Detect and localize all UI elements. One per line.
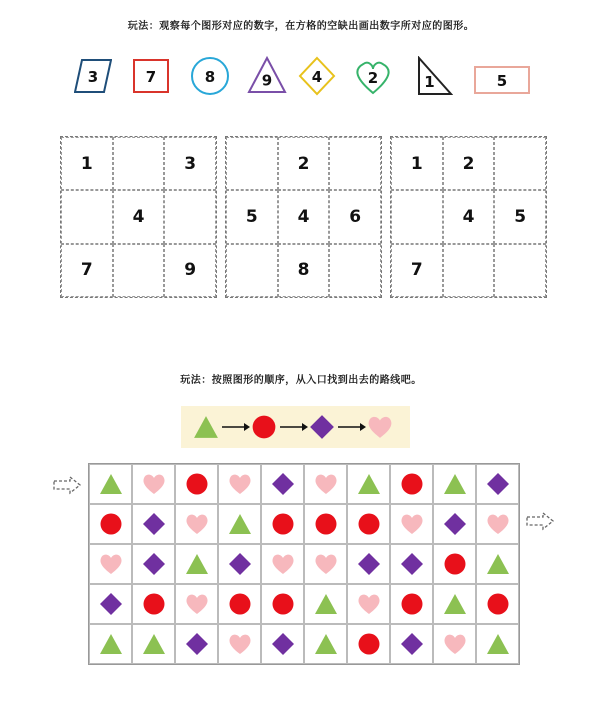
heart-icon: [142, 472, 166, 496]
diamond-icon: [298, 56, 336, 96]
instruction-part1: 玩法：观察每个图形对应的数字，在方格的空缺出画出数字所对应的图形。: [127, 21, 475, 32]
diamond-icon: [486, 472, 510, 496]
maze-cell[interactable]: [347, 584, 390, 624]
triangle-icon: [247, 56, 287, 94]
maze-cell[interactable]: [218, 464, 261, 504]
triangle-icon: [314, 592, 338, 616]
circle-icon: [228, 592, 252, 616]
maze-cell[interactable]: [218, 584, 261, 624]
triangle-icon: [142, 632, 166, 656]
legend-number: 7: [145, 68, 157, 86]
grid-cell-number: 6: [329, 190, 381, 243]
diamond-icon: [400, 632, 424, 656]
grid-cell-number: 2: [443, 137, 495, 190]
rectangle-icon: [474, 66, 530, 94]
maze-cell[interactable]: [175, 504, 218, 544]
triangle-icon: [193, 414, 219, 440]
heart-icon: [357, 592, 381, 616]
triangle-icon: [228, 512, 252, 536]
circle-icon: [142, 592, 166, 616]
diamond-icon: [142, 552, 166, 576]
circle-icon: [357, 632, 381, 656]
maze-cell[interactable]: [476, 464, 519, 504]
maze-cell[interactable]: [433, 584, 476, 624]
maze-cell[interactable]: [89, 624, 132, 664]
diamond-icon: [271, 632, 295, 656]
maze-cell[interactable]: [476, 584, 519, 624]
maze-cell[interactable]: [433, 464, 476, 504]
legend-number: 9: [261, 71, 273, 90]
triangle-icon: [443, 472, 467, 496]
circle-icon: [314, 512, 338, 536]
grid-cell-number: 4: [278, 190, 330, 243]
maze-cell[interactable]: [261, 544, 304, 584]
maze-cell[interactable]: [433, 624, 476, 664]
diamond-icon: [228, 552, 252, 576]
diamond-icon: [443, 512, 467, 536]
grid-cell-blank[interactable]: [61, 190, 113, 243]
maze-cell[interactable]: [175, 624, 218, 664]
maze-grid: [88, 463, 520, 665]
maze-cell[interactable]: [89, 464, 132, 504]
maze-cell[interactable]: [175, 544, 218, 584]
circle-icon: [189, 56, 231, 96]
grid-cell-number: 5: [226, 190, 278, 243]
maze-cell[interactable]: [304, 624, 347, 664]
grid-cell-number: 7: [61, 244, 113, 297]
entrance-arrow-icon: [52, 475, 82, 495]
maze-cell[interactable]: [89, 504, 132, 544]
maze-cell[interactable]: [261, 464, 304, 504]
diamond-icon: [271, 472, 295, 496]
grid-cell-number: 4: [443, 190, 495, 243]
grid-cell-number: 4: [113, 190, 165, 243]
circle-icon: [271, 512, 295, 536]
instruction-part2: 玩法：按照图形的顺序，从入口找到出去的路线吧。: [180, 375, 422, 386]
grid-cell-blank[interactable]: [443, 244, 495, 297]
circle-icon: [251, 414, 277, 440]
circle-icon: [400, 592, 424, 616]
maze-cell[interactable]: [304, 584, 347, 624]
grid-cell-number: 2: [278, 137, 330, 190]
heart-icon: [314, 472, 338, 496]
sequence-bar: [181, 406, 410, 448]
maze-cell[interactable]: [433, 504, 476, 544]
grid-cell-blank[interactable]: [226, 244, 278, 297]
exit-arrow-icon: [525, 511, 555, 531]
maze-cell[interactable]: [218, 624, 261, 664]
maze-cell[interactable]: [347, 624, 390, 664]
heart-icon: [228, 472, 252, 496]
grid-cell-blank[interactable]: [164, 190, 216, 243]
heart-icon: [271, 552, 295, 576]
maze-cell[interactable]: [347, 544, 390, 584]
diamond-icon: [357, 552, 381, 576]
maze-cell[interactable]: [261, 584, 304, 624]
maze-cell[interactable]: [261, 624, 304, 664]
maze-cell[interactable]: [261, 504, 304, 544]
grid-cell-number: 7: [391, 244, 443, 297]
circle-icon: [486, 592, 510, 616]
maze-cell[interactable]: [304, 544, 347, 584]
maze-cell[interactable]: [347, 464, 390, 504]
circle-icon: [185, 472, 209, 496]
arrow-right-icon: [338, 421, 366, 433]
grid-cell-blank[interactable]: [226, 137, 278, 190]
number-grid-2: [225, 136, 382, 298]
legend-number: 2: [367, 69, 379, 87]
grid-cell-number: 8: [278, 244, 330, 297]
grid-cell-blank[interactable]: [113, 244, 165, 297]
legend-number: 5: [496, 72, 508, 90]
heart-icon: [314, 552, 338, 576]
triangle-icon: [314, 632, 338, 656]
circle-icon: [99, 512, 123, 536]
maze-cell[interactable]: [304, 504, 347, 544]
number-grid-3: [390, 136, 547, 298]
legend-number: 8: [204, 68, 216, 86]
grid-cell-blank[interactable]: [391, 190, 443, 243]
maze-cell[interactable]: [476, 504, 519, 544]
maze-cell[interactable]: [132, 464, 175, 504]
grid-cell-number: 9: [164, 244, 216, 297]
arrow-right-icon: [222, 421, 250, 433]
maze-cell[interactable]: [390, 624, 433, 664]
heart-icon: [486, 512, 510, 536]
grid-cell-blank[interactable]: [329, 137, 381, 190]
maze-cell[interactable]: [175, 584, 218, 624]
triangle-icon: [99, 472, 123, 496]
circle-icon: [271, 592, 295, 616]
square-icon: [132, 58, 170, 94]
maze-cell[interactable]: [390, 464, 433, 504]
grid-cell-blank[interactable]: [494, 244, 546, 297]
circle-icon: [443, 552, 467, 576]
diamond-icon: [309, 414, 335, 440]
maze-cell[interactable]: [390, 544, 433, 584]
maze-cell[interactable]: [218, 544, 261, 584]
circle-icon: [357, 512, 381, 536]
triangle-icon: [357, 472, 381, 496]
grid-cell-number: 1: [61, 137, 113, 190]
maze-cell[interactable]: [89, 584, 132, 624]
heart-icon: [367, 414, 393, 440]
heart-icon: [400, 512, 424, 536]
triangle-icon: [99, 632, 123, 656]
grid-cell-blank[interactable]: [113, 137, 165, 190]
grid-cell-number: 3: [164, 137, 216, 190]
maze-cell[interactable]: [433, 544, 476, 584]
number-grid-1: [60, 136, 217, 298]
maze-cell[interactable]: [89, 544, 132, 584]
legend-number: 4: [311, 68, 323, 86]
heart-icon: [352, 58, 394, 96]
maze-cell[interactable]: [132, 584, 175, 624]
heart-icon: [228, 632, 252, 656]
arrow-right-icon: [280, 421, 308, 433]
legend-number: 1: [424, 73, 435, 92]
diamond-icon: [99, 592, 123, 616]
maze-cell[interactable]: [390, 584, 433, 624]
diamond-icon: [142, 512, 166, 536]
maze-cell[interactable]: [132, 624, 175, 664]
diamond-icon: [185, 632, 209, 656]
legend-number: 3: [87, 68, 99, 86]
heart-icon: [185, 592, 209, 616]
heart-icon: [185, 512, 209, 536]
heart-icon: [443, 632, 467, 656]
circle-icon: [400, 472, 424, 496]
maze-cell[interactable]: [347, 504, 390, 544]
maze-cell[interactable]: [218, 504, 261, 544]
triangle-icon: [486, 552, 510, 576]
grid-cell-blank[interactable]: [494, 137, 546, 190]
maze-cell[interactable]: [175, 464, 218, 504]
maze-cell[interactable]: [132, 544, 175, 584]
triangle-icon: [185, 552, 209, 576]
maze-cell[interactable]: [476, 544, 519, 584]
right-triangle-icon: [415, 56, 453, 96]
heart-icon: [99, 552, 123, 576]
maze-cell[interactable]: [304, 464, 347, 504]
maze-cell[interactable]: [390, 504, 433, 544]
grid-cell-blank[interactable]: [329, 244, 381, 297]
parallelogram-icon: [74, 58, 112, 94]
maze-cell[interactable]: [476, 624, 519, 664]
grid-cell-number: 5: [494, 190, 546, 243]
grid-cell-number: 1: [391, 137, 443, 190]
triangle-icon: [443, 592, 467, 616]
maze-cell[interactable]: [132, 504, 175, 544]
triangle-icon: [486, 632, 510, 656]
diamond-icon: [400, 552, 424, 576]
